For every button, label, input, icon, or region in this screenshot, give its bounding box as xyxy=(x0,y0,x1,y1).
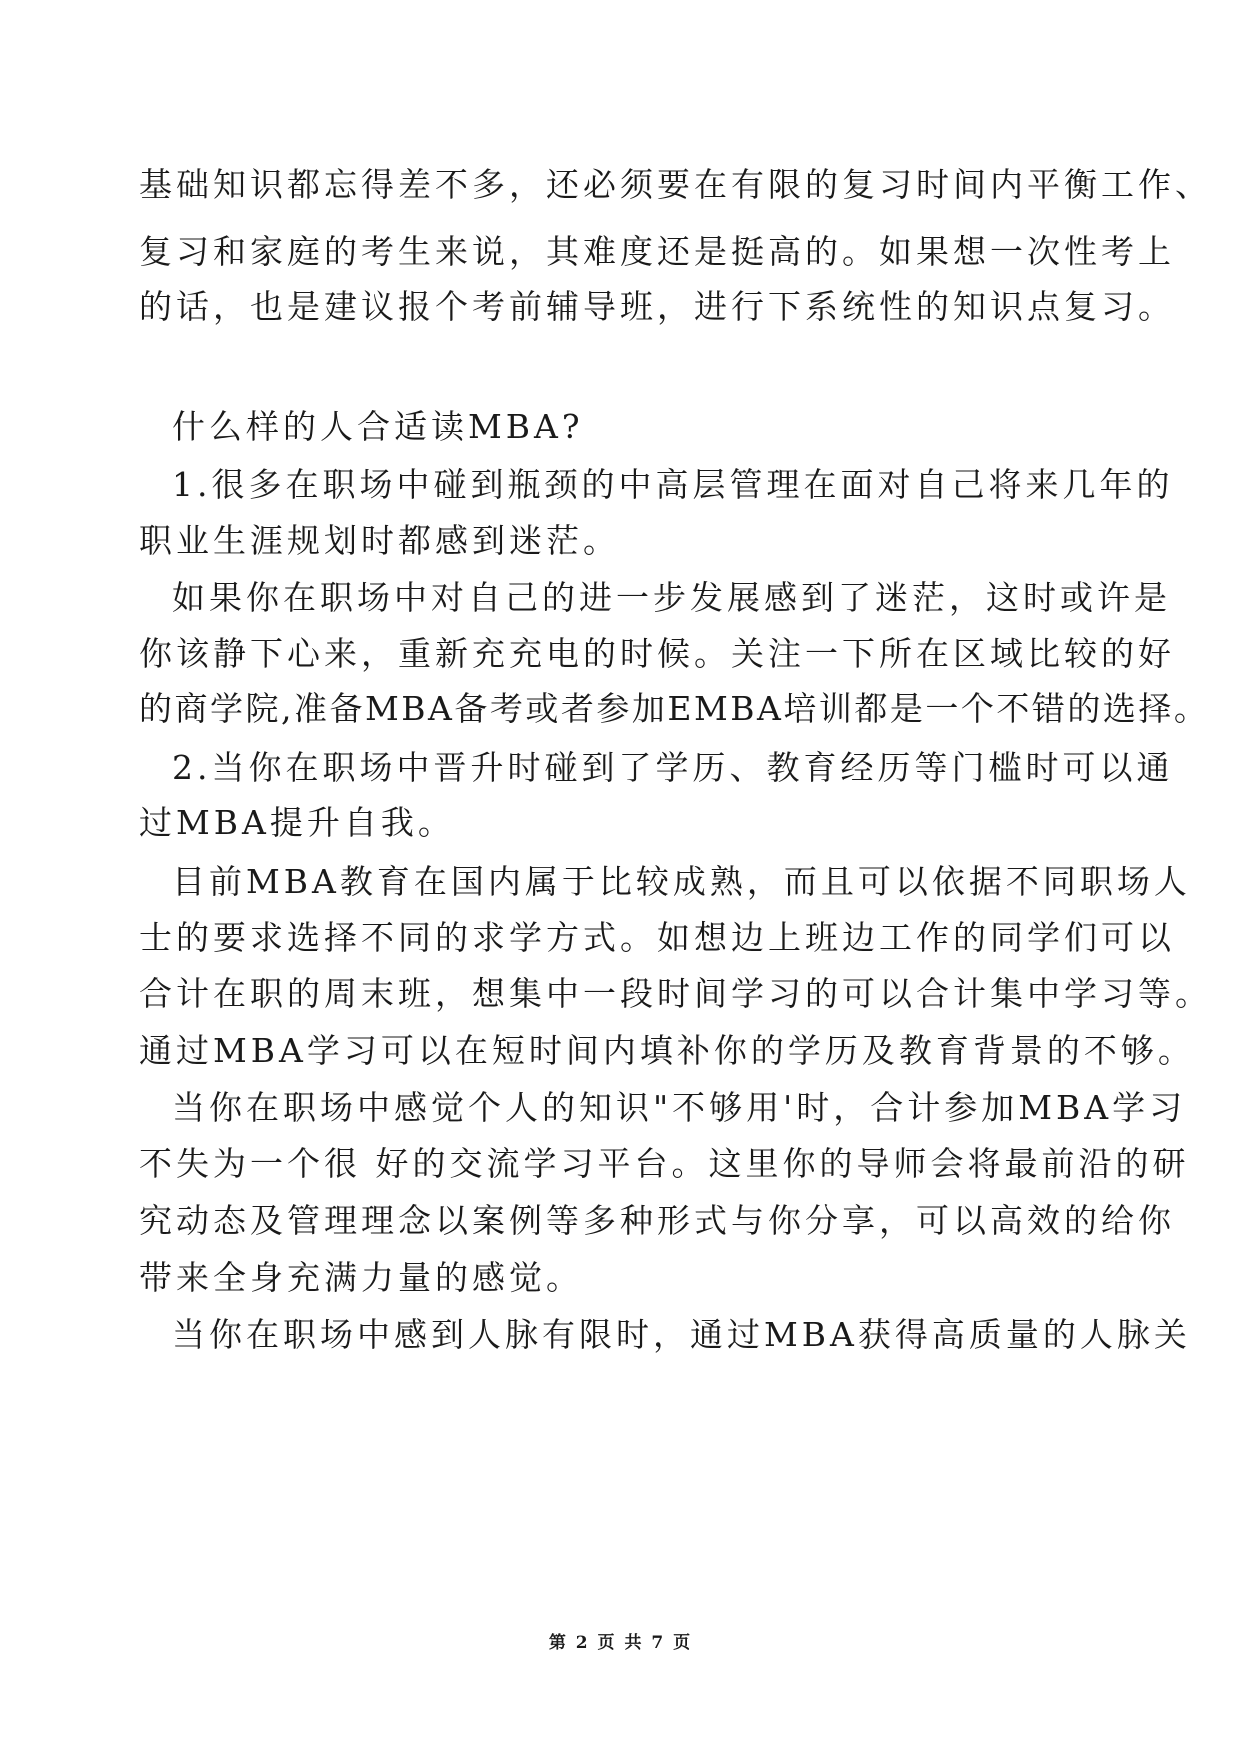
paragraph-line: 当你在职场中感到人脉有限时，通过MBA获得高质量的人脉关 xyxy=(172,1315,1191,1354)
paragraph-line: 当你在职场中感觉个人的知识"不够用'时，合计参加MBA学习 xyxy=(172,1088,1187,1127)
paragraph-line: 1.很多在职场中碰到瓶颈的中高层管理在面对自己将来几年的 xyxy=(172,465,1174,504)
page-footer: 第 2 页 共 7 页 xyxy=(548,1633,693,1653)
paragraph-line: 目前MBA教育在国内属于比较成熟，而且可以依据不同职场人 xyxy=(172,862,1191,901)
paragraph-line: 合计在职的周末班，想集中一段时间学习的可以合计集中学习等。 xyxy=(139,974,1212,1013)
paragraph-line: 如果你在职场中对自己的进一步发展感到了迷茫，这时或许是 xyxy=(172,578,1171,617)
paragraph-line: 复习和家庭的考生来说，其难度还是挺高的。如果想一次性考上 xyxy=(139,232,1175,271)
paragraph-line: 不失为一个很 好的交流学习平台。这里你的导师会将最前沿的研 xyxy=(139,1144,1190,1183)
paragraph-line: 究动态及管理理念以案例等多种形式与你分享，可以高效的给你 xyxy=(139,1201,1175,1240)
paragraph-line: 过MBA提升自我。 xyxy=(139,803,455,842)
paragraph-line: 通过MBA学习可以在短时间内填补你的学历及教育背景的不够。 xyxy=(139,1031,1195,1070)
paragraph-line: 的话，也是建议报个考前辅导班，进行下系统性的知识点复习。 xyxy=(139,287,1175,326)
paragraph-line: 士的要求选择不同的求学方式。如想边上班边工作的同学们可以 xyxy=(139,918,1175,957)
paragraph-line: 基础知识都忘得差不多，还必须要在有限的复习时间内平衡工作、 xyxy=(139,165,1212,204)
paragraph-line: 你该静下心来，重新充充电的时候。关注一下所在区域比较的好 xyxy=(139,634,1175,673)
paragraph-line: 带来全身充满力量的感觉。 xyxy=(139,1258,583,1297)
paragraph-line: 职业生涯规划时都感到迷茫。 xyxy=(139,521,620,560)
paragraph-line: 2.当你在职场中晋升时碰到了学历、教育经历等门槛时可以通 xyxy=(172,748,1174,787)
section-heading: 什么样的人合适读MBA? xyxy=(172,407,584,446)
paragraph-line: 的商学院,准备MBA备考或者参加EMBA培训都是一个不错的选择。 xyxy=(139,689,1210,728)
